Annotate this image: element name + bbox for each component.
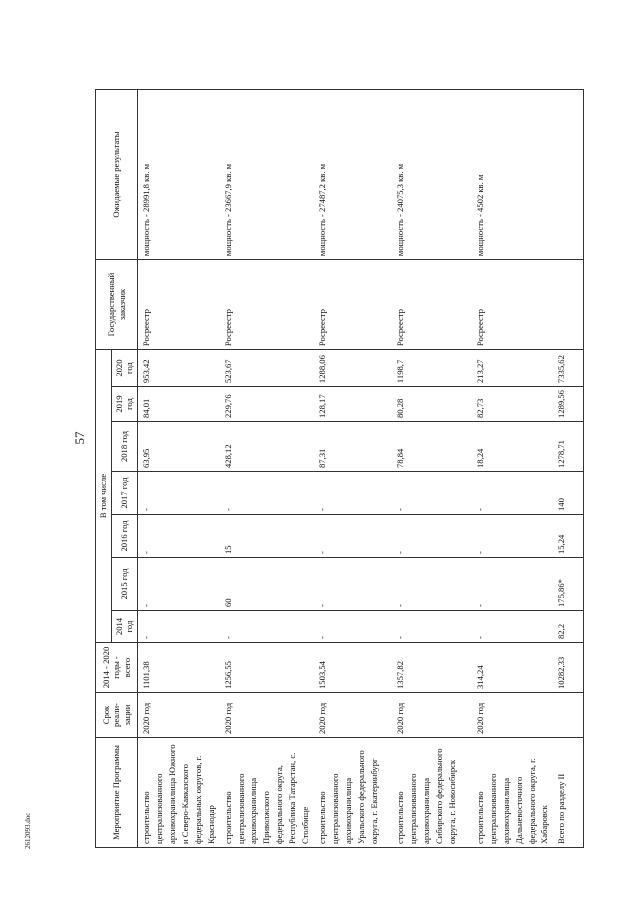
cell-y2016: - [472,515,553,558]
cell-y2016: - [138,515,220,558]
cell-y2015: - [392,558,472,611]
cell-measure: строительство централизованного архивохранилища Сибирского федерального округа, г. Новосибирск [392,738,472,848]
cell-y2016: 15,24 [553,515,583,558]
cell-y2018: 87,31 [314,422,392,472]
header-customer: Государственный заказчик [96,260,138,350]
cell-y2017: - [220,472,314,515]
table-row [553,90,583,848]
cell-y2019: 128,17 [314,387,392,422]
table-row [392,90,472,848]
cell-customer [553,260,583,350]
cell-y2018: 1278,71 [553,422,583,472]
cell-customer: Росреестр [138,260,220,350]
cell-y2018: 63,95 [138,422,220,472]
cell-result: мощность - 23667,9 кв. м [220,90,314,260]
cell-y2014: - [472,611,553,643]
cell-y2020: 7335,62 [553,350,583,387]
cell-y2017: - [138,472,220,515]
cell-total: 1101,38 [138,643,220,693]
cell-y2019: 1289,56 [553,387,583,422]
table-row [138,90,220,848]
cell-customer: Росреестр [314,260,392,350]
cell-y2014: - [220,611,314,643]
cell-measure: Всего по разделу II [553,738,583,848]
cell-y2020: 1288,06 [314,350,392,387]
header-including: В том числе [96,350,112,643]
program-table [95,89,584,848]
cell-y2014: 82,2 [553,611,583,643]
cell-y2015: 60 [220,558,314,611]
header-total: 2014 - 2020 годы - всего [96,643,138,693]
cell-total: 1503,54 [314,643,392,693]
cell-result: мощность - 4502 кв. м [472,90,553,260]
cell-y2019: 84,01 [138,387,220,422]
document-code: 2612093.doc [24,812,32,849]
cell-y2015: - [314,558,392,611]
cell-customer: Росреестр [472,260,553,350]
cell-term: 2020 год [392,693,472,738]
cell-y2014: - [314,611,392,643]
header-measure: Мероприятие Программы [96,738,138,848]
cell-total: 1357,82 [392,643,472,693]
rotated-landscape-page [55,58,595,848]
cell-y2015: - [472,558,553,611]
header-row-1 [96,90,112,848]
header-term: Срок реали-зации [96,693,138,738]
cell-y2014: - [138,611,220,643]
cell-y2015: - [138,558,220,611]
cell-y2017: 140 [553,472,583,515]
header-year: 2019 год [111,387,137,422]
header-year: 2020 год [111,350,137,387]
cell-measure: строительство централизованного архивохранилища Приволжского федерального округа, Республика Татарстан, с. Столбище [220,738,314,848]
cell-result: мощность - 24075,3 кв. м [392,90,472,260]
table-row [314,90,392,848]
cell-measure: строительство централизованного архивохранилища Южного и Северо-Кавказского федеральных округов, г. Краснодар [138,738,220,848]
cell-result [553,90,583,260]
cell-y2016: 15 [220,515,314,558]
cell-measure: строительство централизованного архивохранилища Уральского федерального округа, г. Екатеринбург [314,738,392,848]
cell-total: 10282,33 [553,643,583,693]
header-year: 2016 год [111,515,137,558]
header-year: 2014 год [111,611,137,643]
cell-y2019: 229,76 [220,387,314,422]
cell-y2019: 80,28 [392,387,472,422]
cell-term: 2020 год [472,693,553,738]
cell-result: мощность - 28991,8 кв. м [138,90,220,260]
cell-y2019: 82,73 [472,387,553,422]
cell-measure: строительство централизованного архивохранилища Дальневосточного федерального округа, г. Хабаровск [472,738,553,848]
cell-term: 2020 год [314,693,392,738]
cell-y2015: 175,86* [553,558,583,611]
cell-y2018: 78,84 [392,422,472,472]
cell-y2020: 953,42 [138,350,220,387]
cell-y2016: - [314,515,392,558]
cell-y2018: 428,12 [220,422,314,472]
cell-y2017: - [314,472,392,515]
cell-y2014: - [392,611,472,643]
cell-customer: Росреестр [392,260,472,350]
cell-y2018: 18,24 [472,422,553,472]
cell-term: 2020 год [220,693,314,738]
page-number: 57 [72,431,87,445]
header-year: 2015 год [111,558,137,611]
table-row [220,90,314,848]
cell-y2016: - [392,515,472,558]
cell-total: 1256,55 [220,643,314,693]
header-result: Ожидаемые результаты [96,90,138,260]
header-year: 2018 год [111,422,137,472]
cell-total: 314,24 [472,643,553,693]
cell-result: мощность - 27487,2 кв. м [314,90,392,260]
cell-y2020: 1198,7 [392,350,472,387]
cell-term: 2020 год [138,693,220,738]
cell-term [553,693,583,738]
cell-y2017: - [392,472,472,515]
table-row [472,90,553,848]
cell-y2020: 213,27 [472,350,553,387]
cell-y2017: - [472,472,553,515]
header-year: 2017 год [111,472,137,515]
cell-y2020: 523,67 [220,350,314,387]
cell-customer: Росреестр [220,260,314,350]
